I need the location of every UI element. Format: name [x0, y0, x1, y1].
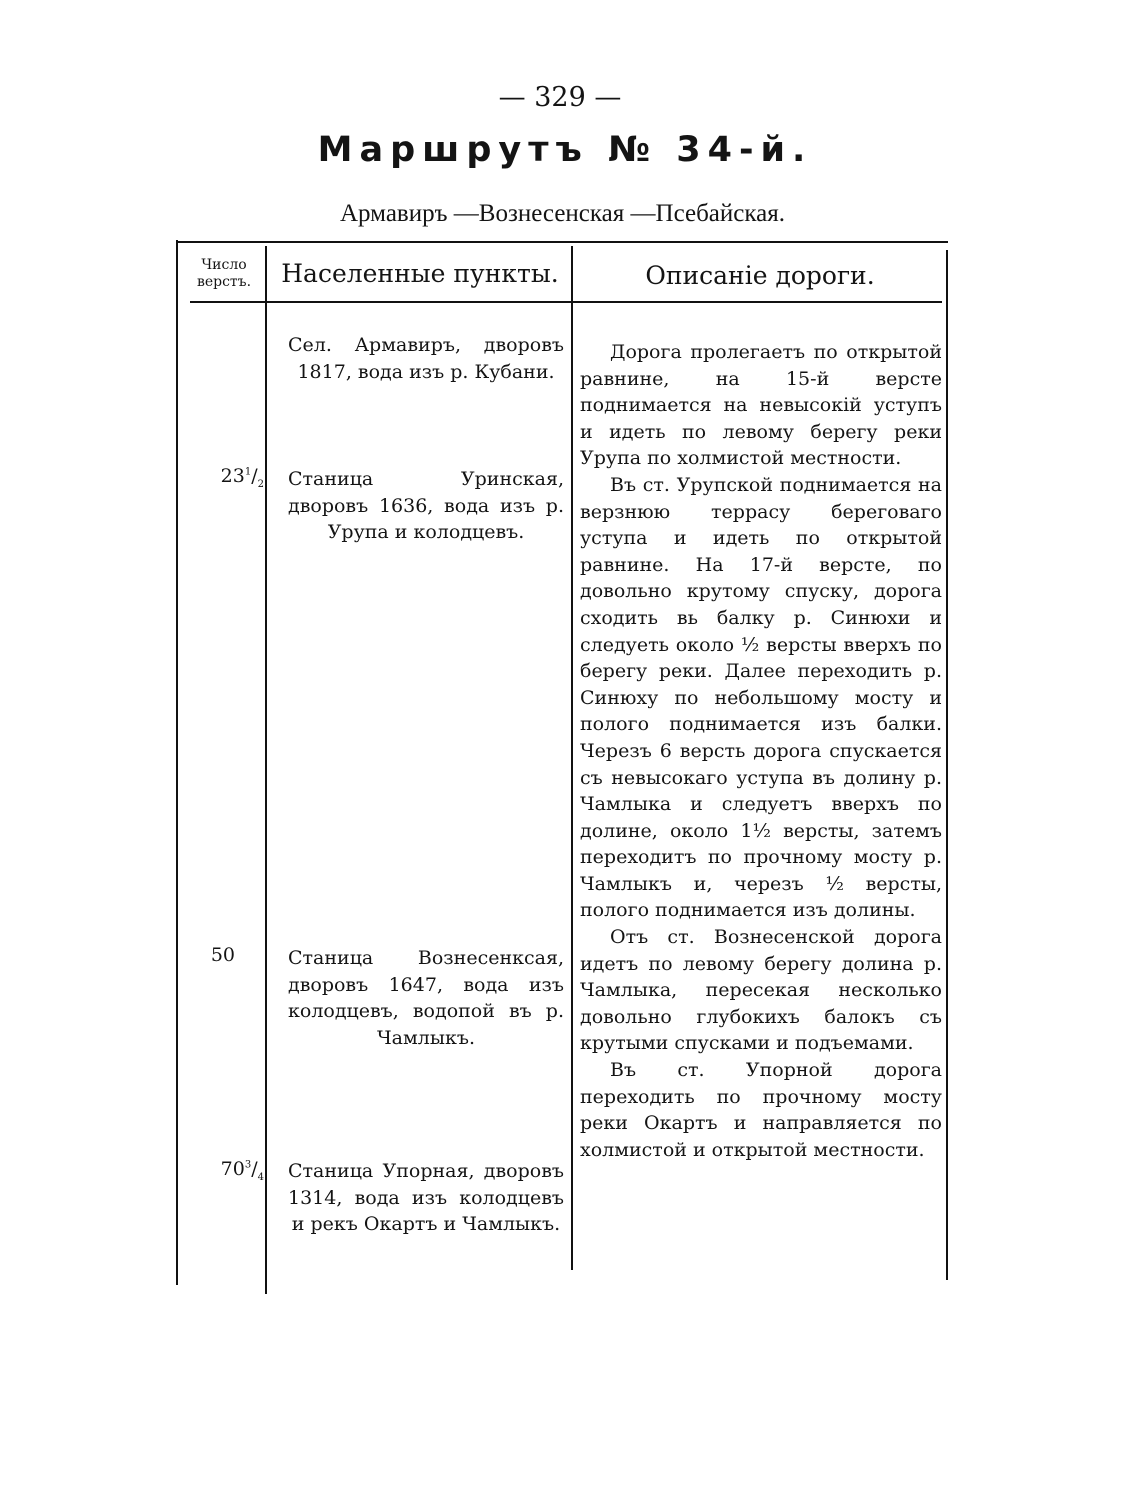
- header-rule: [190, 301, 942, 303]
- table-left-border: [176, 240, 178, 1285]
- verst-value: [180, 944, 235, 966]
- place-entry: Станица Вознесенксая, дворовъ 1647, вода изъ колодцевъ, водопой въ р. Чамлыкъ.: [288, 947, 564, 1049]
- header-verst-line2: верстъ.: [196, 274, 252, 290]
- column-divider-2: [571, 246, 573, 1270]
- verst-whole: 70: [220, 1158, 245, 1180]
- description-paragraph: Дорога пролегаетъ по открытой равнине, на 15-й версте поднимается на невысокій уступъ и идеть по левому берегу реки Урупа по холмистой местности.: [580, 341, 942, 470]
- header-verst-line1: Число: [201, 257, 247, 273]
- description-paragraph: Отъ ст. Вознесенской дорога идетъ по левому берегу долина р. Чамлыка, пересекая несколько довольно глубокихъ балокъ съ крутыми спусками и подъемами.: [580, 926, 942, 1055]
- description-paragraph: Въ ст. Урупской поднимается на верзнюю террасу береговаго уступа и идеть по открытой равнине. На 17-й версте, по довольно крутому спуску, дорога сходить вь балку р. Синюхи и следуеть около ½ версты вверхъ по берегу реки. Далее переходить р. Синюху по небольшому мосту и полого поднимается изъ балки. Черезъ 6 версть дорога спускается съ невысокаго уступа въ долину р. Чамлыка и следуетъ вверхъ по долине, около 1½ версты, затемъ переходитъ по прочному мосту р. Чамлыкъ и, черезъ ½ версты, полого поднимается изъ долины.: [580, 473, 942, 922]
- place-entry: Сел. Армавиръ, дворовъ 1817, вода изъ р. Кубани.: [288, 334, 564, 383]
- page-number: — 329 —: [498, 82, 622, 113]
- description-paragraph: Въ ст. Упорной дорога переходить по прочному мосту реки Окартъ и направляется по холмистой и открытой местности.: [580, 1059, 942, 1161]
- verst-fraction-num: 3: [244, 1159, 252, 1171]
- table-right-border: [946, 250, 948, 1280]
- verst-fraction-num: 1: [244, 466, 252, 478]
- road-description: [580, 339, 942, 1163]
- column-divider-1: [265, 246, 267, 1294]
- verst-whole: 50: [210, 944, 235, 966]
- place-entry: Станица Уринская, дворовъ 1636, вода изъ р. Урупа и колодцевъ.: [288, 468, 564, 544]
- table-top-border: [176, 241, 948, 243]
- header-places: Населенные пункты.: [281, 259, 559, 288]
- place-entry: Станица Упорная, дворовъ 1314, вода изъ колодцевъ и рекъ Окартъ и Чамлыкъ.: [288, 1160, 564, 1236]
- verst-value: $70^3/_4$: [220, 1158, 264, 1183]
- verst-fraction-den: 2: [257, 478, 264, 490]
- verst-value: $23^1/_2$: [220, 465, 264, 490]
- header-description: Описаніе дороги.: [645, 261, 875, 290]
- verst-fraction-den: 4: [257, 1171, 264, 1183]
- route-subtitle: Армавиръ —Вознесенская —Псебайская.: [340, 200, 785, 227]
- verst-whole: 23: [220, 465, 245, 487]
- page-title: Маршрутъ № 34-й.: [317, 130, 813, 170]
- header-verst: [185, 257, 263, 291]
